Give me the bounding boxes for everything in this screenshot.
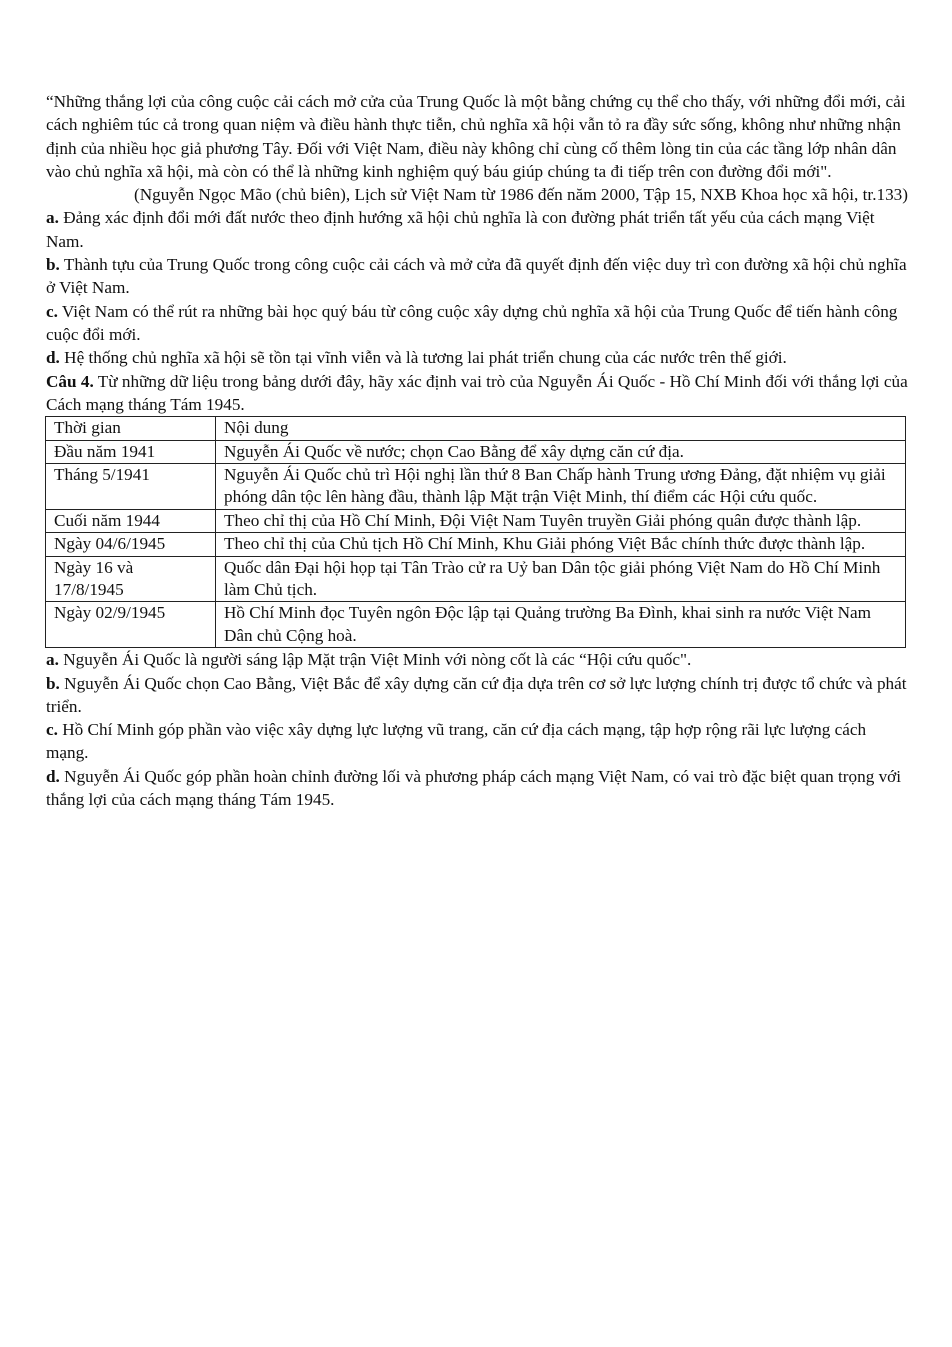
option-label: b. (46, 255, 60, 275)
quote-paragraph: “Những thắng lợi của công cuộc cải cách mở cửa của Trung Quốc là một bằng chứng cụ thể cho thấy, với những đổi mới, cải cách nghiêm túc cả trong quan niệm và điều hành thực tiễn, chủ nghĩa xã hội vẫn tỏ ra đầy sức sống, không như những nhận định của nhiều học giả phương Tây. Đối với Việt Nam, điều này không chỉ cùng cố thêm lòng tin của các tầng lớp nhân dân vào chủ nghĩa xã hội, mà còn có thể là những kinh nghiệm quý báu giúp chúng ta đi tiếp trên con đường đổi mới". (46, 92, 906, 181)
timeline-table (45, 416, 906, 648)
header-cell-time: Thời gian (46, 417, 216, 440)
option-label: b. (46, 673, 60, 693)
option-text: Hệ thống chủ nghĩa xã hội sẽ tồn tại vĩnh viễn và là tương lai phát triển chung của các nước trên thế giới. (59, 348, 787, 368)
option-label: a. (46, 650, 59, 670)
cell-content: Hồ Chí Minh đọc Tuyên ngôn Độc lập tại Quảng trường Ba Đình, khai sinh ra nước Việt Nam Dân chủ Cộng hoà. (216, 602, 906, 648)
q4-option-d (46, 765, 908, 812)
option-label: c. (46, 301, 58, 321)
cell-content: Nguyễn Ái Quốc chủ trì Hội nghị lần thứ 8 Ban Chấp hành Trung ương Đảng, đặt nhiệm vụ giải phóng dân tộc lên hàng đầu, thành lập Mặt trận Việt Minh, thí điểm các Hội cứu quốc. (216, 463, 906, 509)
option-text: Nguyễn Ái Quốc chọn Cao Bằng, Việt Bắc để xây dựng căn cứ địa dựa trên cơ sở lực lượng chính trị được tổ chức và phát triển. (46, 673, 907, 716)
cell-time: Ngày 02/9/1945 (46, 602, 216, 648)
citation: (Nguyễn Ngọc Mão (chủ biên), Lịch sử Việt Nam từ 1986 đến năm 2000, Tập 15, NXB Khoa học xã hội, tr.133) (133, 185, 908, 205)
table-row (46, 556, 906, 602)
cell-content: Quốc dân Đại hội họp tại Tân Trào cử ra Uỷ ban Dân tộc giải phóng Việt Nam do Hồ Chí Minh làm Chủ tịch. (216, 556, 906, 602)
cell-content: Theo chỉ thị của Hồ Chí Minh, Đội Việt Nam Tuyên truyền Giải phóng quân được thành lập. (216, 509, 906, 532)
option-text: Thành tựu của Trung Quốc trong công cuộc cải cách và mở cửa đã quyết định đến việc duy trì con đường xã hội chủ nghĩa ở Việt Nam. (46, 255, 907, 298)
table-row (46, 509, 906, 532)
option-text: Hồ Chí Minh góp phần vào việc xây dựng lực lượng vũ trang, căn cứ địa cách mạng, tập hợp rộng rãi lực lượng cách mạng. (46, 720, 867, 763)
option-text: Việt Nam có thể rút ra những bài học quý báu từ công cuộc xây dựng chủ nghĩa xã hội của Trung Quốc để tiến hành công cuộc đổi mới. (46, 301, 898, 344)
cell-content: Nguyễn Ái Quốc về nước; chọn Cao Bằng để xây dựng căn cứ địa. (216, 440, 906, 463)
option-text: Nguyễn Ái Quốc là người sáng lập Mặt trận Việt Minh với nòng cốt là các “Hội cứu quốc". (58, 650, 692, 670)
q3-option-a (46, 206, 908, 253)
cell-time: Ngày 04/6/1945 (46, 533, 216, 556)
table-row (46, 602, 906, 648)
cell-time: Tháng 5/1941 (46, 463, 216, 509)
cell-time: Cuối năm 1944 (46, 509, 216, 532)
header-cell-content: Nội dung (216, 417, 906, 440)
table-header-row (46, 417, 906, 440)
option-text: Đảng xác định đổi mới đất nước theo định hướng xã hội chủ nghĩa là con đường phát triển tất yếu của cách mạng Việt Nam. (46, 208, 875, 251)
option-label: d. (46, 348, 60, 368)
cell-time: Ngày 16 và 17/8/1945 (46, 556, 216, 602)
q4-option-a (46, 648, 908, 671)
table-row (46, 440, 906, 463)
cell-content: Theo chỉ thị của Chủ tịch Hồ Chí Minh, Khu Giải phóng Việt Bắc chính thức được thành lập. (216, 533, 906, 556)
table-row (46, 463, 906, 509)
table-row (46, 533, 906, 556)
q4-option-c (46, 718, 908, 765)
q3-option-d (46, 346, 908, 369)
option-text: Nguyễn Ái Quốc góp phần hoàn chỉnh đường lối và phương pháp cách mạng Việt Nam, có vai trò đặc biệt quan trọng với thắng lợi của cách mạng tháng Tám 1945. (46, 766, 902, 809)
question-4 (46, 370, 908, 417)
cell-time: Đầu năm 1941 (46, 440, 216, 463)
question-text: Từ những dữ liệu trong bảng dưới đây, hãy xác định vai trò của Nguyễn Ái Quốc - Hồ Chí Minh đối với thắng lợi của Cách mạng tháng Tám 1945. (46, 371, 908, 414)
q3-option-b (46, 253, 908, 300)
option-label: a. (46, 208, 59, 228)
option-label: d. (46, 766, 60, 786)
option-label: c. (46, 720, 58, 740)
document-page (46, 90, 908, 811)
question-label: Câu 4. (46, 371, 94, 391)
q4-option-b (46, 672, 908, 719)
q3-option-c (46, 300, 908, 347)
